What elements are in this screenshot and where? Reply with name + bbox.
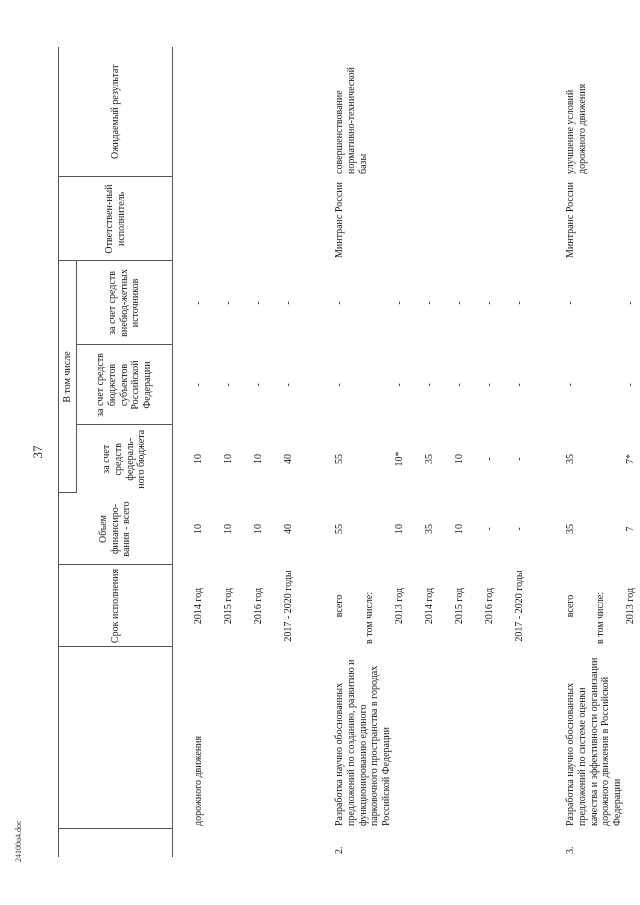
row-executor xyxy=(421,177,451,261)
header-including: В том числе xyxy=(59,261,77,493)
row-extra: - xyxy=(424,301,435,305)
row-extra: - xyxy=(283,301,294,305)
row-federal xyxy=(592,425,622,493)
row-term: 2013 год xyxy=(394,587,405,625)
row-federal: - xyxy=(514,457,525,461)
row-num xyxy=(592,829,622,857)
row-result xyxy=(511,47,545,177)
row-term: 2017 - 2020 годы xyxy=(514,570,525,642)
row-regional: - xyxy=(193,383,204,387)
row-regional: - xyxy=(283,383,294,387)
row-term: всего xyxy=(565,594,576,618)
row-term: 2016 год xyxy=(253,587,264,625)
row-federal: 10 xyxy=(253,454,264,464)
table-row xyxy=(250,47,280,857)
table-row xyxy=(451,47,481,857)
row-federal: 7* xyxy=(625,454,636,464)
row-term: 2014 год xyxy=(193,587,204,625)
table-row xyxy=(562,47,592,857)
row-term: 2016 год xyxy=(484,587,495,625)
row-num xyxy=(190,829,220,857)
row-extra: - xyxy=(484,301,495,305)
row-term: 2015 год xyxy=(223,587,234,625)
row-executor xyxy=(391,177,421,261)
row-num xyxy=(451,829,481,857)
row-total: 35 xyxy=(424,524,435,534)
row-term: в том числе: xyxy=(364,591,375,644)
table-row xyxy=(511,47,545,857)
row-num: 3. xyxy=(565,846,576,854)
row-term: 2015 год xyxy=(454,587,465,625)
table-row xyxy=(421,47,451,857)
row-name xyxy=(451,647,481,829)
row-result xyxy=(481,47,511,177)
row-executor xyxy=(220,177,250,261)
row-regional: - xyxy=(424,383,435,387)
header-name xyxy=(59,647,173,829)
table-row xyxy=(220,47,250,857)
table-row xyxy=(190,47,220,857)
row-regional: - xyxy=(394,383,405,387)
page-number: 37 xyxy=(30,445,45,459)
row-name xyxy=(511,647,545,829)
row-regional xyxy=(361,345,391,425)
row-extra: - xyxy=(514,301,525,305)
row-gap xyxy=(545,47,562,857)
row-gap xyxy=(314,47,331,857)
row-extra: - xyxy=(565,301,576,305)
row-num xyxy=(511,829,545,857)
row-extra: - xyxy=(223,301,234,305)
row-executor: Минтранс России xyxy=(334,182,345,258)
row-executor xyxy=(250,177,280,261)
row-num xyxy=(280,829,314,857)
row-regional: - xyxy=(565,383,576,387)
row-term: 2013 год xyxy=(625,587,636,625)
row-executor xyxy=(451,177,481,261)
header-extra: за счет средств внебюд-жетных источников xyxy=(77,261,173,345)
row-regional: - xyxy=(484,383,495,387)
row-name xyxy=(280,647,314,829)
table-row xyxy=(280,47,314,857)
row-name xyxy=(481,647,511,829)
row-num xyxy=(421,829,451,857)
table-header xyxy=(59,47,173,857)
row-term: всего xyxy=(334,594,345,618)
row-regional: - xyxy=(514,383,525,387)
row-extra xyxy=(361,261,391,345)
row-federal: 40 xyxy=(283,454,294,464)
table-body xyxy=(173,47,640,857)
row-name xyxy=(220,647,250,829)
row-executor xyxy=(190,177,220,261)
row-total: 10 xyxy=(223,524,234,534)
row-extra: - xyxy=(334,301,345,305)
header-result: Ожидаемый результат xyxy=(59,47,173,177)
row-result xyxy=(250,47,280,177)
row-total xyxy=(361,493,391,565)
row-total: - xyxy=(514,527,525,531)
row-term: 2017 - 2020 годы xyxy=(283,570,294,642)
header-regional: за счет средств бюджетов субъектов Российской Федерации xyxy=(77,345,173,425)
row-federal: 10 xyxy=(193,454,204,464)
header-term: Срок исполнения xyxy=(59,565,173,647)
header-num xyxy=(59,829,173,857)
row-executor xyxy=(622,177,640,261)
row-executor xyxy=(481,177,511,261)
row-total: 35 xyxy=(565,524,576,534)
row-result xyxy=(421,47,451,177)
program-table xyxy=(58,47,640,857)
header-total: Объем финансиро-вания - всего xyxy=(59,493,173,565)
row-total: 10 xyxy=(253,524,264,534)
row-extra xyxy=(592,261,622,345)
row-federal: - xyxy=(484,457,495,461)
row-extra: - xyxy=(253,301,264,305)
row-regional: - xyxy=(253,383,264,387)
row-regional: - xyxy=(454,383,465,387)
row-result: совершенствование нормативно-технической базы xyxy=(334,66,369,174)
row-extra: - xyxy=(454,301,465,305)
row-extra: - xyxy=(625,301,636,305)
row-total: - xyxy=(484,527,495,531)
row-num xyxy=(481,829,511,857)
row-num xyxy=(250,829,280,857)
row-num xyxy=(391,829,421,857)
row-result xyxy=(220,47,250,177)
row-total: 10 xyxy=(394,524,405,534)
row-executor: Минтранс России xyxy=(565,182,576,258)
row-result xyxy=(190,47,220,177)
row-result xyxy=(451,47,481,177)
row-name: Разработка научно обоснованных предложений по созданию, развитию и функционированию единого парковочного пространства в городах Российской Федерации xyxy=(334,659,393,826)
header-gap xyxy=(173,47,191,857)
row-result xyxy=(280,47,314,177)
row-federal: 55 xyxy=(334,454,345,464)
header-federal: за счет средств федераль-ного бюджета xyxy=(77,425,173,493)
row-regional: - xyxy=(223,383,234,387)
row-total xyxy=(592,493,622,565)
row-executor xyxy=(592,177,622,261)
row-executor xyxy=(361,177,391,261)
rotated-table-container xyxy=(58,47,636,857)
row-num: 2. xyxy=(334,846,345,854)
row-total: 40 xyxy=(283,524,294,534)
table-row xyxy=(331,47,361,857)
row-name xyxy=(421,647,451,829)
table-row xyxy=(481,47,511,857)
row-regional xyxy=(592,345,622,425)
row-executor xyxy=(280,177,314,261)
row-name: дорожного движения xyxy=(193,735,204,826)
row-result: улучшение условий дорожного движения xyxy=(565,83,588,174)
row-federal: 10* xyxy=(394,451,405,467)
row-federal: 10 xyxy=(223,454,234,464)
row-federal xyxy=(361,425,391,493)
header-executor: Ответствен-ный исполнитель xyxy=(59,177,173,261)
row-num xyxy=(622,829,640,857)
row-federal: 35 xyxy=(565,454,576,464)
row-extra: - xyxy=(394,301,405,305)
row-total: 10 xyxy=(193,524,204,534)
row-total: 10 xyxy=(454,524,465,534)
row-executor xyxy=(511,177,545,261)
row-regional: - xyxy=(625,383,636,387)
row-term: в том числе: xyxy=(595,591,606,644)
row-total: 55 xyxy=(334,524,345,534)
row-total: 7 xyxy=(625,526,636,532)
row-extra: - xyxy=(193,301,204,305)
row-regional: - xyxy=(334,383,345,387)
row-name: Разработка научно обоснованных предложений по системе оценки качества и эффективности организации дорожного движения в Российской Федерации xyxy=(565,657,624,826)
row-term: 2014 год xyxy=(424,587,435,625)
row-federal: 10 xyxy=(454,454,465,464)
row-federal: 35 xyxy=(424,454,435,464)
row-name xyxy=(250,647,280,829)
row-num xyxy=(220,829,250,857)
footer-document-code: 24100о4.doc xyxy=(14,820,23,862)
row-num xyxy=(361,829,391,857)
